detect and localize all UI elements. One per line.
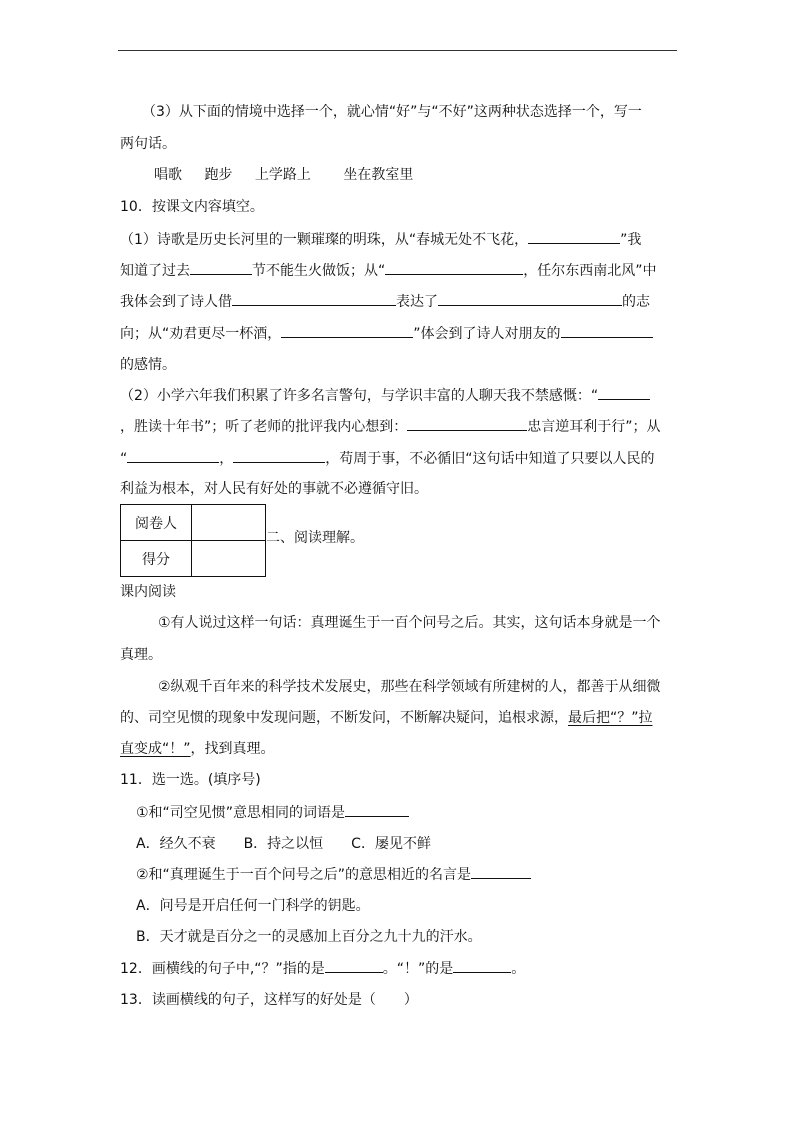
reading-text: ，找到真理。: [190, 741, 275, 757]
section-title: 二、阅读理解。: [266, 530, 364, 546]
q12-text: 。: [511, 961, 526, 977]
blank-field[interactable]: [345, 802, 409, 817]
blank-field[interactable]: [232, 291, 396, 306]
q11-s1-options: A．经久不衰 B．持之以恒 C．屡见不鲜: [136, 836, 431, 852]
q10-p1-text: 向；从“劝君更尽一杯酒，: [120, 326, 282, 342]
blank-field[interactable]: [561, 323, 653, 338]
option-road: 上学路上: [254, 167, 311, 183]
q10-p2-text: ，苟周于事，不必循旧“这句话中知道了只要以人民的: [325, 451, 655, 467]
underlined-sentence: 最后把“？”拉: [568, 710, 653, 726]
header-rule: [118, 50, 677, 51]
q10-title: 10．按课文内容填空。: [120, 199, 264, 215]
q10-p1-text: ”体会到了诗人对朋友的: [413, 326, 561, 342]
blank-field[interactable]: [127, 448, 219, 463]
q9-part3-line1: （3）从下面的情境中选择一个，就心情“好”与“不好”这两种状态选择一个，写一: [142, 104, 642, 120]
blank-field[interactable]: [407, 416, 527, 431]
grader-label: 阅卷人: [121, 505, 192, 541]
q11-s1-text: ①和“司空见惯”意思相同的词语是: [136, 805, 346, 821]
reading-text: 的、司空见惯的现象中发现问题，不断发问，不断解决疑问，追根求源，: [120, 710, 568, 726]
q10-p1-text: ，任尔东西南北风”中: [523, 263, 657, 279]
blank-field[interactable]: [598, 385, 650, 400]
q10-p1-text-b: ”我: [620, 232, 642, 248]
q10-p2-text: “: [120, 451, 128, 467]
reading-label: 课内阅读: [120, 584, 176, 600]
q11-s2-text: ②和“真理诞生于一百个问号之后”的意思相近的名言是: [136, 867, 472, 883]
q10-p2-text: ，: [219, 451, 234, 467]
reading-para1-line2: 真理。: [120, 647, 162, 663]
q12-text: 12．画横线的句子中,“？”指的是: [120, 961, 325, 977]
reading-para2-line2: [120, 708, 653, 728]
q10-p1-line1: [120, 229, 641, 250]
blank-field[interactable]: [190, 260, 252, 275]
q10-p2-line3: [120, 448, 655, 469]
option-run: 跑步: [204, 167, 233, 183]
blank-field[interactable]: [471, 864, 531, 879]
q9-options: [154, 165, 413, 185]
reading-para2-line1: ②纵观千百年来的科学技术发展史，那些在科学领域有所建树的人，都善于从细微: [158, 679, 661, 695]
q10-p1-line3: [120, 291, 650, 312]
q10-p1-text: 表达了: [396, 294, 438, 310]
blank-field[interactable]: [453, 958, 511, 973]
q10-p2-line4: 利益为根本，对人民有好处的事就不必遵循守旧。: [120, 481, 428, 497]
q10-p1-line4: [120, 323, 653, 344]
blank-field[interactable]: [281, 323, 413, 338]
score-label: 得分: [121, 541, 192, 577]
q10-p2-text: ，胜读十年书”；听了老师的批评我内心想到：: [120, 419, 408, 435]
blank-field[interactable]: [528, 229, 620, 244]
score-table: [120, 504, 266, 577]
blank-field[interactable]: [385, 260, 523, 275]
reading-para1-line1: ①有人说过这样一句话：真理诞生于一百个问号之后。其实，这句话本身就是一个: [158, 615, 661, 631]
q10-p2-text: 忠言逆耳利于行”；从: [527, 419, 661, 435]
q11-s2-option-a: A．问号是开启任何一门科学的钥匙。: [136, 898, 370, 914]
q11-s1: [136, 802, 409, 823]
q11-title: 11．选一选。(填序号): [120, 772, 261, 788]
grader-cell[interactable]: [192, 505, 266, 541]
blank-field[interactable]: [325, 958, 383, 973]
underlined-sentence: 直变成“！”: [120, 741, 191, 757]
q10-p1-text: 的志: [622, 294, 650, 310]
q11-s2: [136, 864, 531, 885]
q12: [120, 958, 525, 979]
q10-p1-line2: [120, 260, 657, 281]
q12-text: 。“！”的是: [382, 961, 454, 977]
q10-p1-text: 我体会到了诗人借: [120, 294, 232, 310]
score-cell[interactable]: [192, 541, 266, 577]
q11-s2-option-b: B．天才就是百分之一的灵感加上百分之九十九的汗水。: [136, 929, 482, 945]
q10-p1-text: 节不能生火做饭；从“: [252, 263, 386, 279]
q10-p2-line2: [120, 416, 661, 437]
q10-p2-line1: [120, 385, 650, 406]
q10-p1-text: 知道了过去: [120, 263, 190, 279]
blank-field[interactable]: [233, 448, 325, 463]
q10-p1-line5: 的感情。: [120, 357, 176, 373]
option-classroom: 坐在教室里: [343, 167, 414, 183]
option-sing: 唱歌: [154, 167, 182, 183]
blank-field[interactable]: [438, 291, 622, 306]
reading-para2-line3: [120, 739, 275, 759]
q9-part3-line2: 两句话。: [120, 136, 176, 152]
q10-p1-text-a: （1）诗歌是历史长河里的一颗璀璨的明珠，从“春城无处不飞花，: [120, 232, 529, 248]
q13: 13．读画横线的句子，这样写的好处是（ ）: [120, 992, 418, 1008]
q10-p2-text: （2）小学六年我们积累了许多名言警句，与学识丰富的人聊天我不禁感慨：“: [120, 388, 599, 404]
